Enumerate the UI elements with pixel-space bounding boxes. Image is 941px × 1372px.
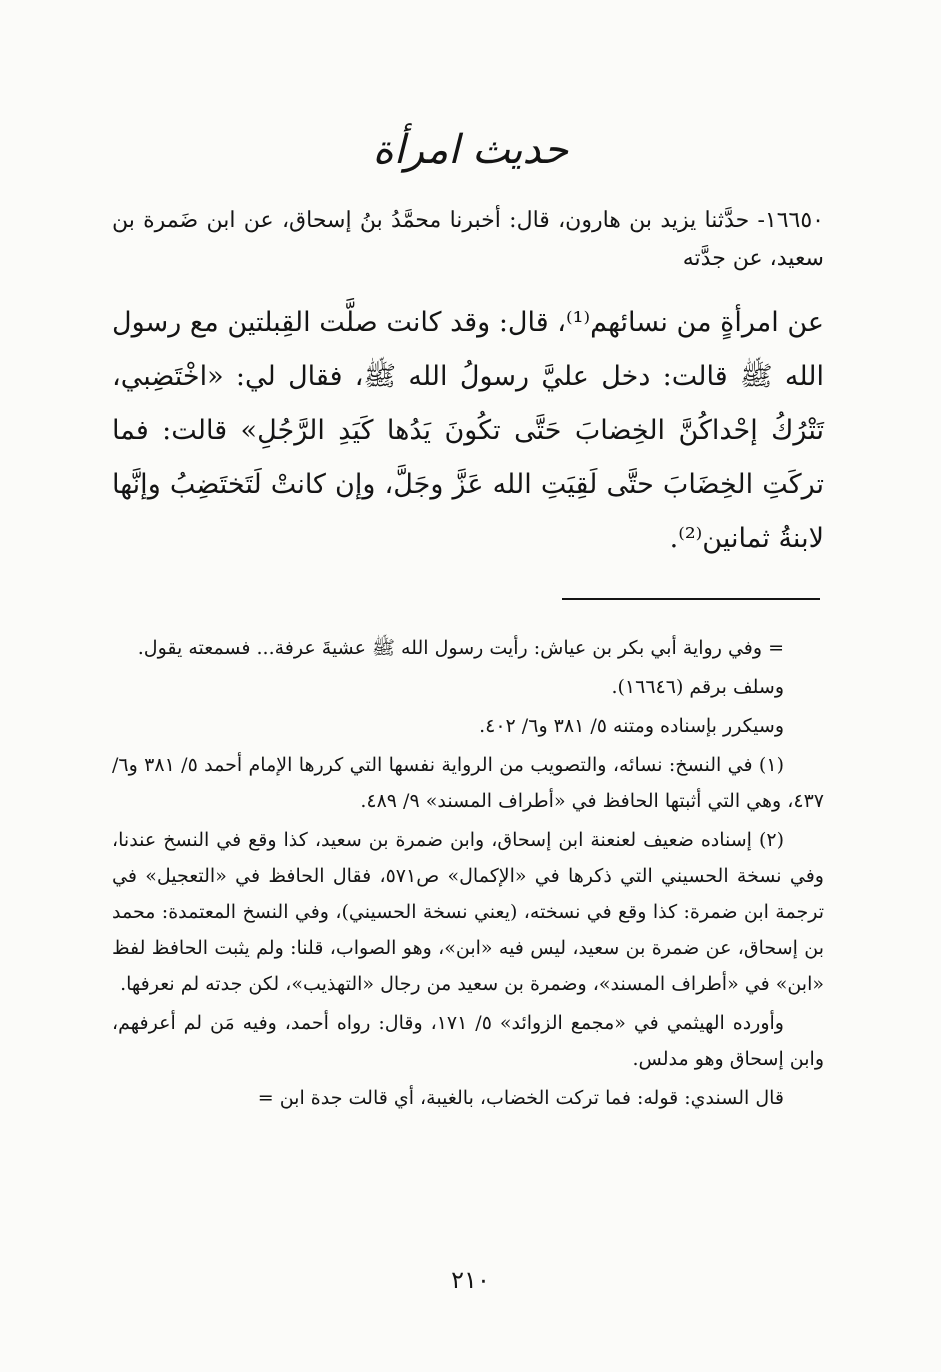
footnote-salaf: وسلف برقم (١٦٦٤٦). [611, 676, 784, 698]
page-number: ٢١٠ [451, 1266, 490, 1294]
footnote-separator [562, 598, 820, 600]
footnote-2: (٢) إسناده ضعيف لعنعنة ابن إسحاق، وابن ضمرة بن سعيد، كذا وقع في النسخ عندنا، وفي نسخة الحسيني التي ذكرها في «الإكمال» ص٥٧١، فقال الحافظ في «التعجيل» في ترجمة ابن ضمرة: كذا وقع في نسخته، (يعني نسخة الحسيني)، وفي النسخ المعتمدة: محمد بن إسحاق، عن ضمرة بن سعيد، ليس فيه «ابن»، وهو الصواب، قلنا: ولم يثبت الحافظ لفظ «ابن» في «أطراف المسند»، وضمرة بن سعيد من رجال «التهذيب»، لكن جدته لم نعرفها. [112, 829, 824, 995]
hadith-matn: عن امرأةٍ من نسائهم⁽¹⁾، قال: وقد كانت صلَّت القِبلتين مع رسول الله ﷺ قالت: دخل عليَّ رسولُ الله ﷺ، فقال لي: «اخْتَضِبي، تَتْرُكُ إحْداكُنَّ الخِضابَ حَتَّى تكُونَ يَدُها كَيَدِ الرَّجُلِ» قالت: فما تركَتِ الخِضَابَ حتَّى لَقِيَتِ الله عَزَّ وجَلَّ، وإن كانتْ لَتَختَضِبُ وإنَّها لابنةُ ثمانين⁽²⁾. [112, 307, 824, 554]
hadith-isnad: ١٦٦٥٠- حدَّثنا يزيد بن هارون، قال: أخبرنا محمَّدُ بنُ إسحاق، عن ابن ضَمرة بن سعيد، عن جدَّته [112, 208, 824, 271]
page-title: حديث امرأة [372, 127, 569, 173]
footnotes [112, 630, 824, 1119]
footnote-sindi: قال السندي: قوله: فما تركت الخضاب، بالغيبة، أي قالت جدة ابن = [257, 1087, 784, 1109]
footnote-sayukarrar: وسيكرر بإسناده ومتنه ٥/ ٣٨١ و٦/ ٤٠٢. [479, 715, 784, 737]
footnote-haythami: وأورده الهيثمي في «مجمع الزوائد» ٥/ ١٧١، وقال: رواه أحمد، وفيه مَن لم أعرفهم، وابن إسحاق وهو مدلس. [112, 1012, 824, 1070]
footnote-1: (١) في النسخ: نسائه، والتصويب من الرواية نفسها التي كررها الإمام أحمد ٥/ ٣٨١ و٦/ ٤٣٧، وهي التي أثبتها الحافظ في «أطراف المسند» ٩/ ٤٨٩. [112, 754, 824, 812]
footnote-continuation: = وفي رواية أبي بكر بن عياش: رأيت رسول الله ﷺ عشيةَ عرفة... فسمعته يقول. [137, 637, 784, 659]
